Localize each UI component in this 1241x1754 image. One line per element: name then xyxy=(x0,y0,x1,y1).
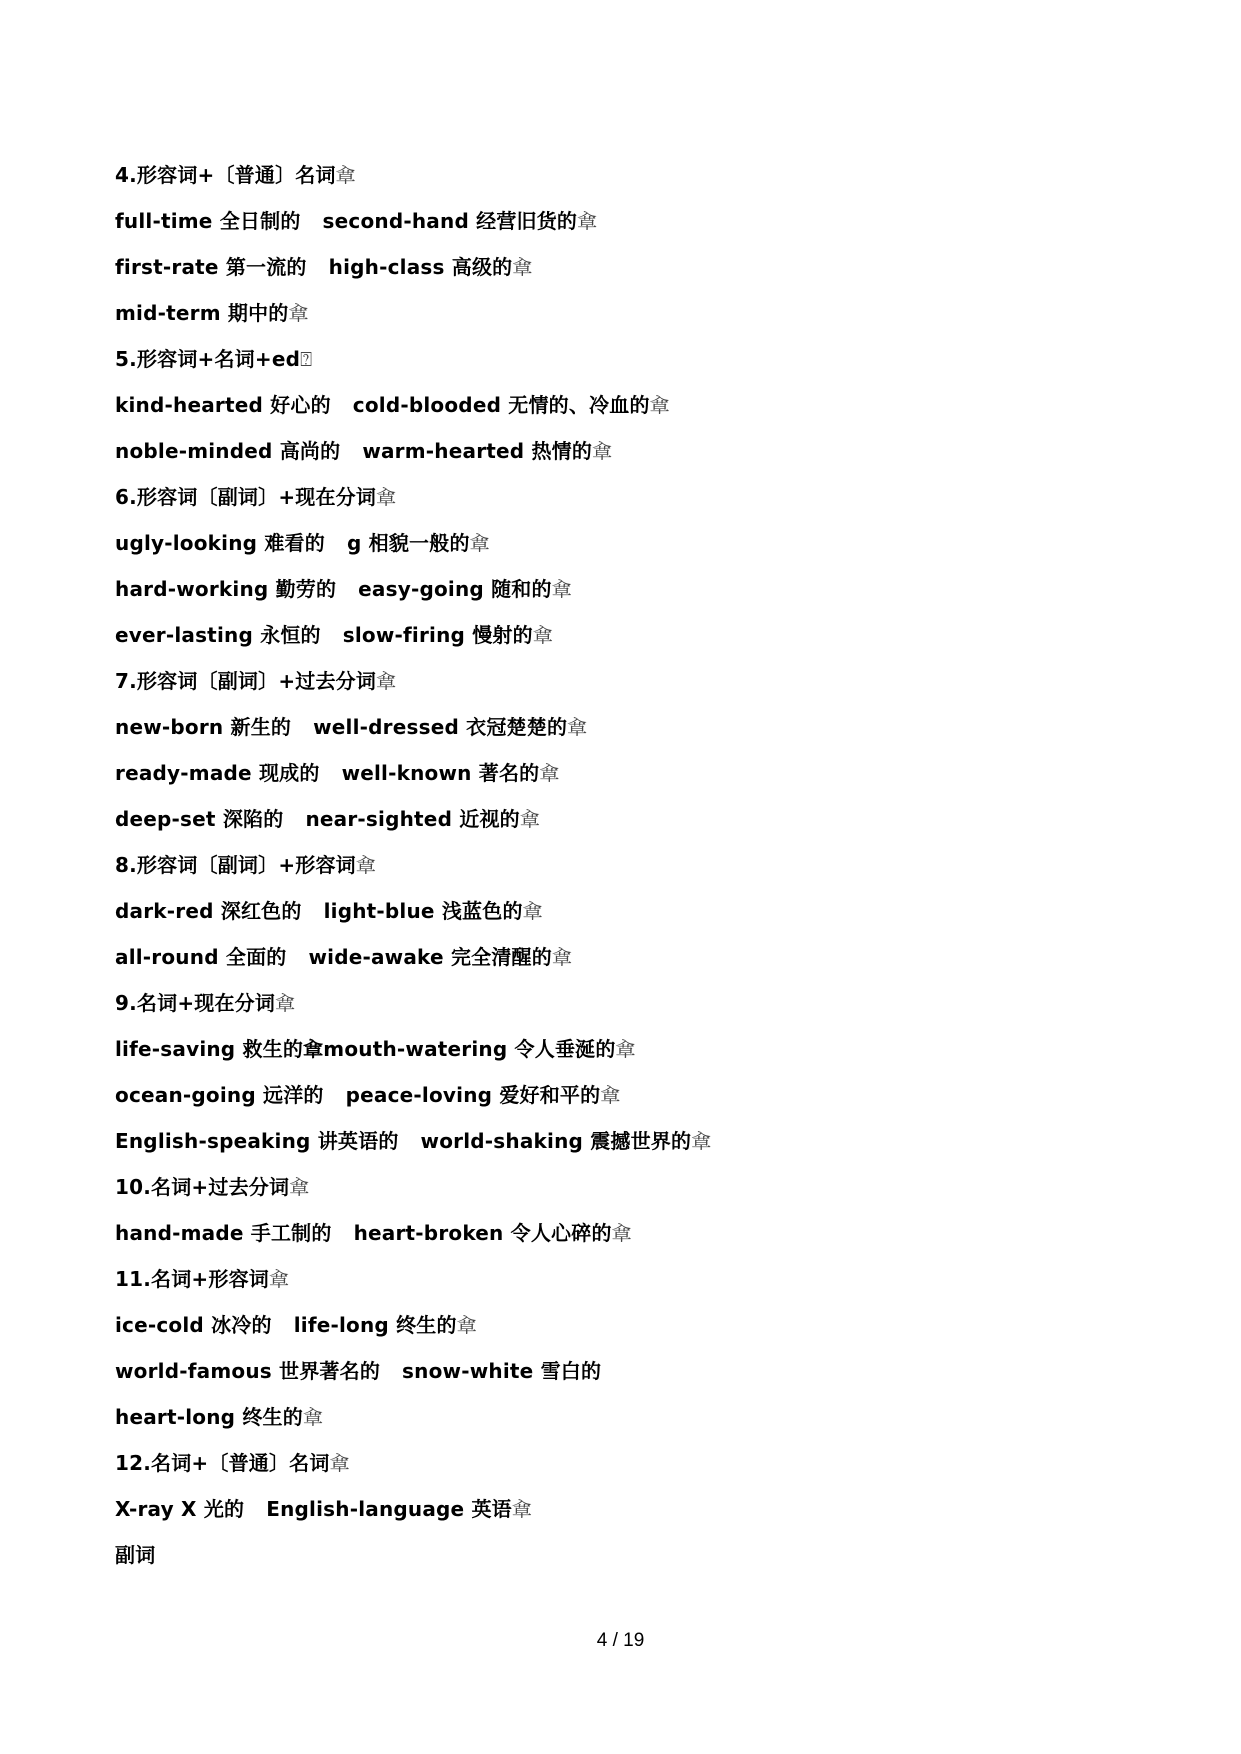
document-body xyxy=(115,155,1115,1581)
text-line xyxy=(115,983,1115,1029)
text-segment: 7.形容词〔副词〕+过去分词 xyxy=(115,669,377,693)
text-line xyxy=(115,1443,1115,1489)
text-line xyxy=(115,201,1115,247)
text-line xyxy=(115,247,1115,293)
paragraph-mark: 䓥 xyxy=(615,1037,636,1061)
paragraph-mark: 䓥 xyxy=(592,439,613,463)
text-line xyxy=(115,431,1115,477)
text-line xyxy=(115,661,1115,707)
text-segment: all-round 全面的 xyxy=(115,945,287,969)
text-segment: life-saving 救生的䓥mouth-watering 令人垂涎的 xyxy=(115,1037,616,1061)
text-line xyxy=(115,523,1115,569)
text-segment: hand-made 手工制的 xyxy=(115,1221,332,1245)
paragraph-mark: 䓥 xyxy=(551,945,573,969)
paragraph-mark: 䓥 xyxy=(456,1313,477,1337)
text-segment: high-class 高级的 xyxy=(328,255,513,279)
paragraph-mark: 䓥 xyxy=(288,301,309,325)
text-segment: full-time 全日制的 xyxy=(115,209,301,233)
text-segment: heart-broken 令人心碎的 xyxy=(353,1221,612,1245)
text-segment: mid-term 期中的 xyxy=(115,301,289,325)
paragraph-mark: 䓥 xyxy=(511,1497,533,1521)
text-line xyxy=(115,293,1115,339)
text-segment: ice-cold 冰冷的 xyxy=(115,1313,272,1337)
text-segment: dark-red 深红色的 xyxy=(115,899,302,923)
text-line xyxy=(115,155,1115,201)
paragraph-mark: 䓥 xyxy=(376,669,397,693)
paragraph-mark: ⍰ xyxy=(300,347,313,371)
text-segment: well-known 著名的 xyxy=(341,761,540,785)
text-line xyxy=(115,1213,1115,1259)
text-segment: easy-going 随和的 xyxy=(358,577,552,601)
text-segment: heart-long 终生的 xyxy=(115,1405,303,1429)
text-segment: 9.名词+现在分词 xyxy=(115,991,276,1015)
text-segment: world-shaking 震撼世界的 xyxy=(420,1129,692,1153)
paragraph-mark: 䓥 xyxy=(522,899,543,923)
paragraph-mark: 䓥 xyxy=(600,1083,621,1107)
text-line xyxy=(115,477,1115,523)
text-segment: new-born 新生的 xyxy=(115,715,292,739)
text-segment: ever-lasting 永恒的 xyxy=(115,623,321,647)
paragraph-mark: 䓥 xyxy=(289,1175,310,1199)
text-segment: 4.形容词+〔普通〕名词 xyxy=(115,163,336,187)
text-line xyxy=(115,1305,1115,1351)
text-segment: English-speaking 讲英语的 xyxy=(115,1129,399,1153)
text-segment: ready-made 现成的 xyxy=(115,761,320,785)
text-segment: English-language 英语 xyxy=(266,1497,512,1521)
text-segment: g 相貌一般的 xyxy=(346,531,470,555)
paragraph-mark: 䓥 xyxy=(649,393,670,417)
text-segment: ugly-looking 难看的 xyxy=(115,531,325,555)
paragraph-mark: 䓥 xyxy=(275,991,296,1015)
text-line xyxy=(115,937,1115,983)
text-segment: 副词 xyxy=(115,1543,156,1567)
text-line xyxy=(115,753,1115,799)
text-segment: well-dressed 衣冠楚楚的 xyxy=(313,715,568,739)
text-segment: cold-blooded 无情的、冷血的 xyxy=(352,393,650,417)
text-segment: 11.名词+形容词 xyxy=(115,1267,269,1291)
text-segment: snow-white 雪白的 xyxy=(402,1359,602,1383)
text-segment: wide-awake 完全清醒的 xyxy=(308,945,552,969)
text-segment: world-famous 世界著名的 xyxy=(115,1359,381,1383)
text-segment: peace-loving 爱好和平的 xyxy=(345,1083,601,1107)
text-line xyxy=(115,707,1115,753)
text-segment: 6.形容词〔副词〕+现在分词 xyxy=(115,485,377,509)
text-segment: light-blue 浅蓝色的 xyxy=(323,899,523,923)
text-segment: 12.名词+〔普通〕名词 xyxy=(115,1451,330,1475)
text-segment: second-hand 经营旧货的 xyxy=(322,209,578,233)
paragraph-mark: 䓥 xyxy=(469,531,490,555)
text-line xyxy=(115,1167,1115,1213)
paragraph-mark: 䓥 xyxy=(512,255,533,279)
text-segment: 8.形容词〔副词〕+形容词 xyxy=(115,853,356,877)
page-number: 4 / 19 xyxy=(596,1630,645,1651)
text-segment: warm-hearted 热情的 xyxy=(362,439,593,463)
paragraph-mark: 䓥 xyxy=(691,1129,712,1153)
text-segment: ocean-going 远洋的 xyxy=(115,1083,324,1107)
text-line xyxy=(115,569,1115,615)
text-line xyxy=(115,385,1115,431)
text-segment: first-rate 第一流的 xyxy=(115,255,307,279)
text-line xyxy=(115,1489,1115,1535)
paragraph-mark: 䓥 xyxy=(567,715,588,739)
text-segment: hard-working 勤劳的 xyxy=(115,577,337,601)
text-line xyxy=(115,1075,1115,1121)
text-segment: noble-minded 高尚的 xyxy=(115,439,341,463)
text-line xyxy=(115,615,1115,661)
text-line xyxy=(115,1397,1115,1443)
text-segment: near-sighted 近视的 xyxy=(305,807,520,831)
paragraph-mark: 䓥 xyxy=(532,623,554,647)
paragraph-mark: 䓥 xyxy=(519,807,541,831)
text-line xyxy=(115,845,1115,891)
text-line xyxy=(115,891,1115,937)
paragraph-mark: 䓥 xyxy=(329,1451,350,1475)
text-line xyxy=(115,799,1115,845)
text-segment: kind-hearted 好心的 xyxy=(115,393,331,417)
text-segment: 5.形容词+名词+ed xyxy=(115,347,301,371)
paragraph-mark: 䓥 xyxy=(269,1267,290,1291)
text-line xyxy=(115,339,1115,385)
text-segment: X-ray X 光的 xyxy=(115,1497,245,1521)
text-line xyxy=(115,1029,1115,1075)
text-segment: deep-set 深陷的 xyxy=(115,807,284,831)
paragraph-mark: 䓥 xyxy=(355,853,377,877)
paragraph-mark: 䓥 xyxy=(577,209,598,233)
text-segment: slow-firing 慢射的 xyxy=(342,623,533,647)
paragraph-mark: 䓥 xyxy=(551,577,572,601)
text-segment: life-long 终生的 xyxy=(293,1313,457,1337)
paragraph-mark: 䓥 xyxy=(539,761,560,785)
text-line xyxy=(115,1535,1115,1581)
paragraph-mark: 䓥 xyxy=(302,1405,324,1429)
text-line xyxy=(115,1351,1115,1397)
paragraph-mark: 䓥 xyxy=(376,485,397,509)
text-line xyxy=(115,1121,1115,1167)
text-line xyxy=(115,1259,1115,1305)
paragraph-mark: 䓥 xyxy=(611,1221,632,1245)
text-segment: 10.名词+过去分词 xyxy=(115,1175,290,1199)
paragraph-mark: 䓥 xyxy=(335,163,356,187)
